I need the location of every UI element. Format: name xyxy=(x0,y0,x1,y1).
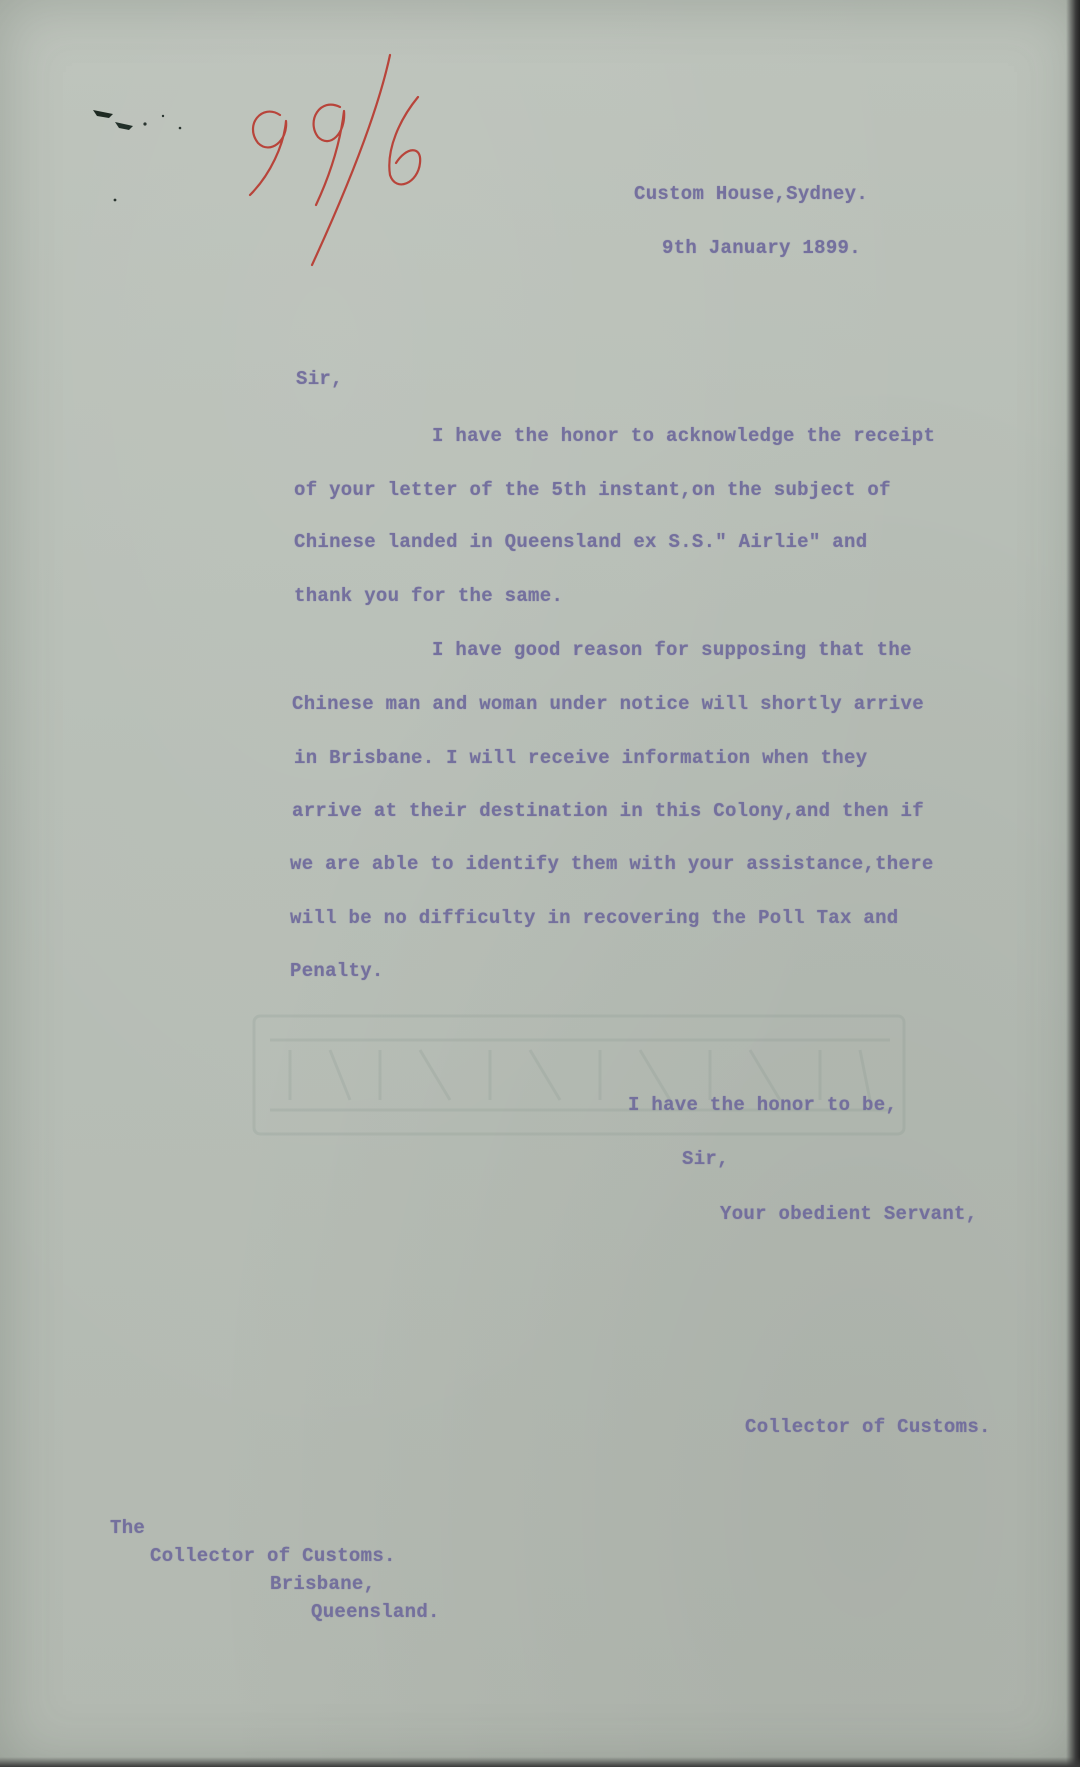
closing-line: Sir, xyxy=(682,1148,729,1170)
signature-title: Collector of Customs. xyxy=(745,1416,991,1438)
scan-edge-right xyxy=(1066,0,1080,1767)
scan-edge-bottom xyxy=(0,1757,1080,1767)
addressee-line: The xyxy=(110,1517,146,1539)
ink-specks xyxy=(85,100,195,210)
addressee-line: Collector of Customs. xyxy=(150,1545,396,1567)
body-line: of your letter of the 5th instant,on the subject of xyxy=(294,479,891,501)
body-line: Penalty. xyxy=(290,960,384,982)
body-line: we are able to identify them with your assistance,there xyxy=(290,853,934,875)
addressee-line: Brisbane, xyxy=(270,1573,376,1595)
body-line: will be no difficulty in recovering the Poll Tax and xyxy=(290,907,899,929)
closing-line: I have the honor to be, xyxy=(628,1094,898,1116)
faint-stamp-impression xyxy=(250,1010,910,1140)
body-line: I have good reason for supposing that the xyxy=(432,639,912,661)
salutation: Sir, xyxy=(296,368,343,390)
body-line: Chinese landed in Queensland ex S.S." Airlie" and xyxy=(294,531,868,553)
handwritten-folio-number xyxy=(240,45,460,275)
body-line: I have the honor to acknowledge the receipt xyxy=(432,425,936,447)
body-line: in Brisbane. I will receive information when they xyxy=(294,747,868,769)
body-line: Chinese man and woman under notice will shortly arrive xyxy=(292,693,924,715)
addressee-line: Queensland. xyxy=(311,1601,440,1623)
letter-date: 9th January 1899. xyxy=(662,237,861,259)
body-line: thank you for the same. xyxy=(294,585,564,607)
sender-address: Custom House,Sydney. xyxy=(634,183,869,205)
body-line: arrive at their destination in this Colony,and then if xyxy=(292,800,924,822)
closing-line: Your obedient Servant, xyxy=(720,1203,978,1225)
